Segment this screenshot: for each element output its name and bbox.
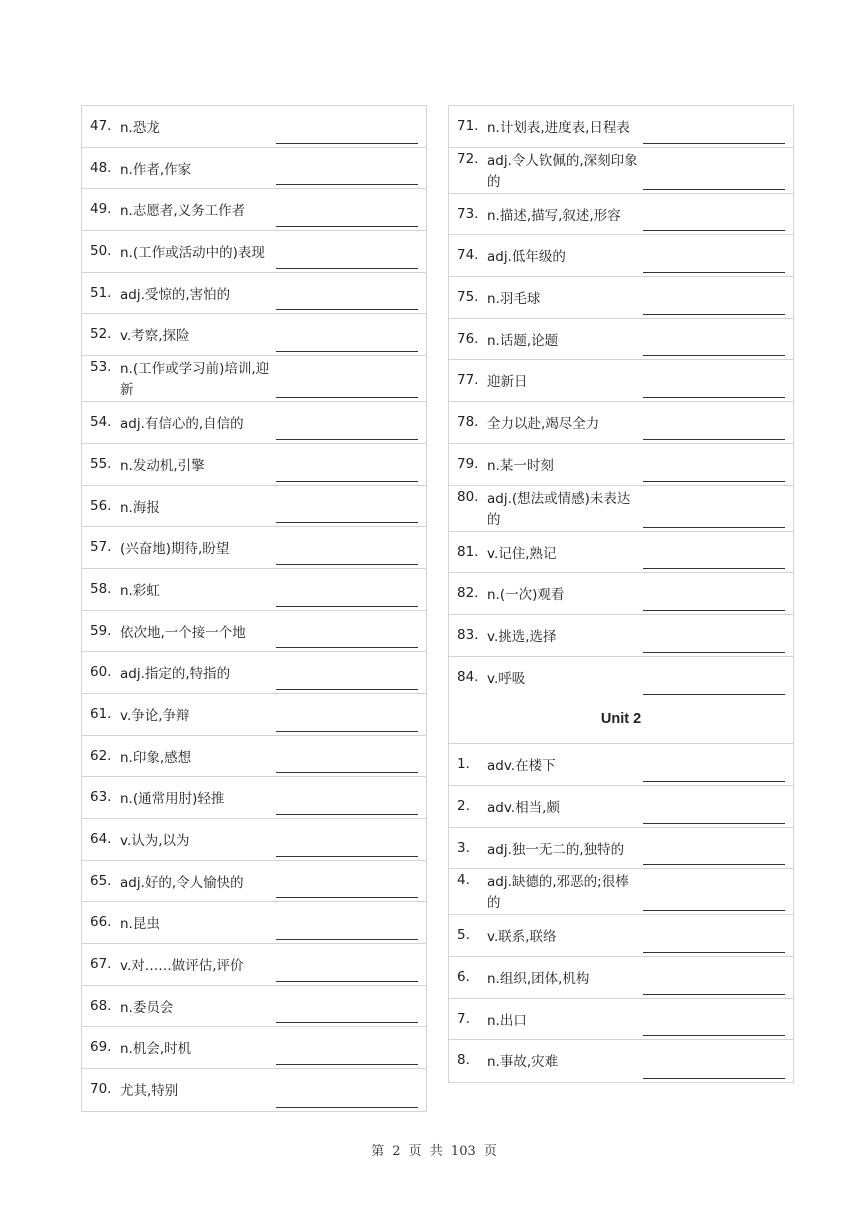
item-definition: v.争论,争辩 bbox=[120, 707, 190, 724]
item-definition: n.机会,时机 bbox=[120, 1041, 192, 1058]
answer-blank[interactable] bbox=[643, 439, 785, 440]
vocab-row bbox=[449, 444, 793, 486]
item-number: 73. bbox=[457, 205, 479, 222]
unit-header-row bbox=[449, 698, 793, 744]
item-number: 63. bbox=[90, 789, 112, 806]
item-number: 47. bbox=[90, 118, 112, 134]
item-number: 4. bbox=[457, 872, 470, 889]
item-number: 1. bbox=[457, 756, 470, 773]
item-definition: n.志愿者,义务工作者 bbox=[120, 203, 246, 220]
answer-blank[interactable] bbox=[643, 864, 785, 865]
vocab-row bbox=[82, 273, 426, 315]
item-definition: adv.相当,颇 bbox=[487, 799, 560, 816]
page-footer: 第 2 页 共 103 页 bbox=[371, 1144, 497, 1159]
vocab-row bbox=[449, 402, 793, 444]
item-definition: n.话题,论题 bbox=[487, 332, 559, 349]
vocab-row bbox=[449, 148, 793, 194]
left-vocab-table bbox=[81, 105, 427, 1112]
vocab-row bbox=[449, 573, 793, 615]
answer-blank[interactable] bbox=[643, 694, 785, 695]
item-definition: n.委员会 bbox=[120, 999, 174, 1016]
answer-blank[interactable] bbox=[276, 481, 418, 482]
item-definition: 全力以赴,竭尽全力 bbox=[487, 416, 600, 433]
answer-blank[interactable] bbox=[643, 397, 785, 398]
item-number: 79. bbox=[457, 455, 479, 472]
answer-blank[interactable] bbox=[276, 351, 418, 352]
vocab-row bbox=[449, 194, 793, 236]
vocab-row bbox=[449, 657, 793, 699]
item-number: 3. bbox=[457, 839, 470, 856]
item-definition: adj.好的,令人愉快的 bbox=[120, 874, 244, 891]
item-number: 64. bbox=[90, 831, 112, 847]
vocab-row bbox=[449, 532, 793, 574]
item-definition: v.呼吸 bbox=[487, 670, 526, 687]
answer-blank[interactable] bbox=[276, 1064, 418, 1065]
vocab-row bbox=[82, 694, 426, 736]
item-definition: v.记住,熟记 bbox=[487, 545, 557, 562]
item-number: 52. bbox=[90, 326, 112, 343]
item-number: 5. bbox=[457, 927, 470, 944]
item-definition: 依次地,一个接一个地 bbox=[120, 624, 246, 641]
item-definition: n.某一时刻 bbox=[487, 457, 554, 474]
item-definition: n.恐龙 bbox=[120, 120, 160, 136]
answer-blank[interactable] bbox=[276, 689, 418, 690]
item-definition: n.计划表,进度表,日程表 bbox=[487, 120, 630, 136]
answer-blank[interactable] bbox=[276, 856, 418, 857]
answer-blank[interactable] bbox=[276, 772, 418, 773]
item-definition: v.认为,以为 bbox=[120, 833, 190, 849]
item-definition: n.(一次)观看 bbox=[487, 587, 565, 604]
vocab-row bbox=[82, 402, 426, 444]
item-number: 83. bbox=[457, 626, 479, 643]
item-definition: n.作者,作家 bbox=[120, 161, 192, 178]
unit1-continued-list bbox=[449, 106, 793, 698]
vocab-row bbox=[82, 736, 426, 778]
vocab-row bbox=[82, 189, 426, 231]
item-definition: adj.独一无二的,独特的 bbox=[487, 841, 625, 858]
item-number: 75. bbox=[457, 289, 479, 306]
vocab-row bbox=[82, 902, 426, 944]
vocab-row bbox=[82, 861, 426, 903]
item-number: 77. bbox=[457, 372, 479, 389]
answer-blank[interactable] bbox=[643, 314, 785, 315]
vocab-row bbox=[82, 231, 426, 273]
item-definition: n.出口 bbox=[487, 1012, 527, 1029]
item-definition: adj.受惊的,害怕的 bbox=[120, 286, 231, 303]
answer-blank[interactable] bbox=[276, 606, 418, 607]
item-definition: adj.指定的,特指的 bbox=[120, 666, 231, 683]
answer-blank[interactable] bbox=[276, 309, 418, 310]
vocab-row bbox=[82, 944, 426, 986]
item-definition: 尤其,特别 bbox=[120, 1083, 179, 1100]
vocab-row bbox=[449, 828, 793, 870]
item-number: 60. bbox=[90, 664, 112, 681]
vocab-row bbox=[449, 486, 793, 532]
answer-blank[interactable] bbox=[643, 143, 785, 144]
vocab-row bbox=[449, 957, 793, 999]
item-number: 80. bbox=[457, 488, 479, 505]
item-number: 51. bbox=[90, 284, 112, 301]
answer-blank[interactable] bbox=[643, 910, 785, 911]
item-number: 71. bbox=[457, 118, 479, 134]
right-vocab-table bbox=[448, 105, 794, 1083]
vocab-row bbox=[449, 915, 793, 957]
vocab-row bbox=[82, 486, 426, 528]
vocab-row bbox=[82, 106, 426, 148]
answer-blank[interactable] bbox=[643, 568, 785, 569]
answer-blank[interactable] bbox=[276, 814, 418, 815]
item-number: 65. bbox=[90, 872, 112, 889]
item-definition: n.(工作或学习前)培训,迎新 bbox=[120, 361, 270, 399]
item-number: 82. bbox=[457, 585, 479, 602]
vocab-row bbox=[82, 1069, 426, 1111]
item-definition: (兴奋地)期待,盼望 bbox=[120, 541, 230, 558]
unit2-list bbox=[449, 744, 793, 1082]
vocab-row bbox=[449, 999, 793, 1041]
item-number: 67. bbox=[90, 956, 112, 973]
vocab-row bbox=[82, 314, 426, 356]
answer-blank[interactable] bbox=[276, 897, 418, 898]
item-number: 50. bbox=[90, 243, 112, 260]
item-number: 81. bbox=[457, 543, 479, 560]
answer-blank[interactable] bbox=[276, 1107, 418, 1108]
item-number: 68. bbox=[90, 997, 112, 1014]
answer-blank[interactable] bbox=[643, 652, 785, 653]
item-definition: v.对……做评估,评价 bbox=[120, 958, 244, 975]
vocab-row bbox=[82, 819, 426, 861]
answer-blank[interactable] bbox=[276, 731, 418, 732]
item-definition: n.昆虫 bbox=[120, 916, 160, 933]
answer-blank[interactable] bbox=[643, 272, 785, 273]
item-number: 49. bbox=[90, 201, 112, 218]
vocab-row bbox=[449, 869, 793, 915]
vocab-row bbox=[82, 569, 426, 611]
item-definition: n.组织,团体,机构 bbox=[487, 971, 590, 987]
vocab-row bbox=[449, 319, 793, 361]
answer-blank[interactable] bbox=[276, 268, 418, 269]
answer-blank[interactable] bbox=[643, 1078, 785, 1079]
item-number: 62. bbox=[90, 747, 112, 764]
answer-blank[interactable] bbox=[276, 397, 418, 398]
item-number: 84. bbox=[457, 668, 479, 685]
vocab-row bbox=[449, 1040, 793, 1082]
item-definition: v.挑选,选择 bbox=[487, 628, 557, 645]
item-definition: adj.(想法或情感)未表达的 bbox=[487, 490, 631, 528]
item-definition: 迎新日 bbox=[487, 374, 528, 391]
item-definition: n.海报 bbox=[120, 499, 160, 516]
item-definition: n.事故,灾难 bbox=[487, 1054, 559, 1071]
item-number: 72. bbox=[457, 150, 479, 167]
item-definition: v.联系,联络 bbox=[487, 929, 557, 946]
item-definition: n.描述,描写,叙述,形容 bbox=[487, 207, 621, 224]
item-definition: n.(工作或活动中的)表现 bbox=[120, 245, 265, 262]
item-number: 54. bbox=[90, 414, 112, 431]
item-number: 8. bbox=[457, 1052, 470, 1069]
item-number: 76. bbox=[457, 330, 479, 347]
answer-blank[interactable] bbox=[276, 981, 418, 982]
item-definition: n.发动机,引擎 bbox=[120, 457, 205, 474]
answer-blank[interactable] bbox=[643, 481, 785, 482]
answer-blank[interactable] bbox=[276, 1022, 418, 1023]
vocab-row bbox=[82, 986, 426, 1028]
item-definition: adv.在楼下 bbox=[487, 758, 556, 775]
item-number: 56. bbox=[90, 497, 112, 514]
vocab-row bbox=[82, 777, 426, 819]
item-number: 66. bbox=[90, 914, 112, 931]
vocab-row bbox=[449, 615, 793, 657]
item-number: 48. bbox=[90, 159, 112, 176]
item-number: 6. bbox=[457, 969, 470, 985]
item-definition: adj.缺德的,邪恶的;很棒的 bbox=[487, 874, 629, 912]
item-number: 7. bbox=[457, 1010, 470, 1027]
answer-blank[interactable] bbox=[643, 781, 785, 782]
vocab-row bbox=[449, 744, 793, 786]
vocab-row bbox=[82, 527, 426, 569]
vocab-row bbox=[449, 235, 793, 277]
vocab-row bbox=[449, 277, 793, 319]
vocab-row bbox=[82, 148, 426, 190]
item-definition: n.彩虹 bbox=[120, 582, 160, 599]
item-definition: v.考察,探险 bbox=[120, 328, 190, 345]
answer-blank[interactable] bbox=[643, 527, 785, 528]
answer-blank[interactable] bbox=[643, 355, 785, 356]
answer-blank[interactable] bbox=[643, 952, 785, 953]
item-number: 2. bbox=[457, 797, 470, 814]
item-number: 74. bbox=[457, 247, 479, 264]
answer-blank[interactable] bbox=[643, 189, 785, 190]
vocab-row bbox=[82, 652, 426, 694]
unit-title: Unit 2 bbox=[600, 711, 642, 728]
answer-blank[interactable] bbox=[276, 184, 418, 185]
answer-blank[interactable] bbox=[276, 226, 418, 227]
item-number: 55. bbox=[90, 455, 112, 472]
item-number: 57. bbox=[90, 539, 112, 556]
item-number: 78. bbox=[457, 414, 479, 431]
vocab-row bbox=[82, 356, 426, 402]
item-number: 70. bbox=[90, 1081, 112, 1098]
item-definition: adj.有信心的,自信的 bbox=[120, 416, 244, 433]
answer-blank[interactable] bbox=[276, 564, 418, 565]
item-number: 69. bbox=[90, 1039, 112, 1056]
item-definition: adj.低年级的 bbox=[487, 249, 566, 266]
item-number: 59. bbox=[90, 622, 112, 639]
answer-blank[interactable] bbox=[276, 439, 418, 440]
vocab-row bbox=[82, 1027, 426, 1069]
item-definition: n.羽毛球 bbox=[487, 291, 541, 308]
item-definition: adj.令人钦佩的,深刻印象的 bbox=[487, 152, 638, 190]
answer-blank[interactable] bbox=[276, 143, 418, 144]
answer-blank[interactable] bbox=[276, 647, 418, 648]
answer-blank[interactable] bbox=[643, 1035, 785, 1036]
item-definition: n.(通常用肘)轻推 bbox=[120, 791, 225, 808]
item-definition: n.印象,感想 bbox=[120, 749, 192, 766]
vocab-row bbox=[449, 786, 793, 828]
answer-blank[interactable] bbox=[276, 522, 418, 523]
vocab-row bbox=[82, 611, 426, 653]
vocab-row bbox=[449, 106, 793, 148]
answer-blank[interactable] bbox=[643, 994, 785, 995]
item-number: 53. bbox=[90, 359, 112, 376]
item-number: 58. bbox=[90, 580, 112, 597]
vocab-row bbox=[449, 360, 793, 402]
answer-blank[interactable] bbox=[276, 939, 418, 940]
vocab-row bbox=[82, 444, 426, 486]
answer-blank[interactable] bbox=[643, 230, 785, 231]
item-number: 61. bbox=[90, 705, 112, 722]
answer-blank[interactable] bbox=[643, 610, 785, 611]
answer-blank[interactable] bbox=[643, 823, 785, 824]
